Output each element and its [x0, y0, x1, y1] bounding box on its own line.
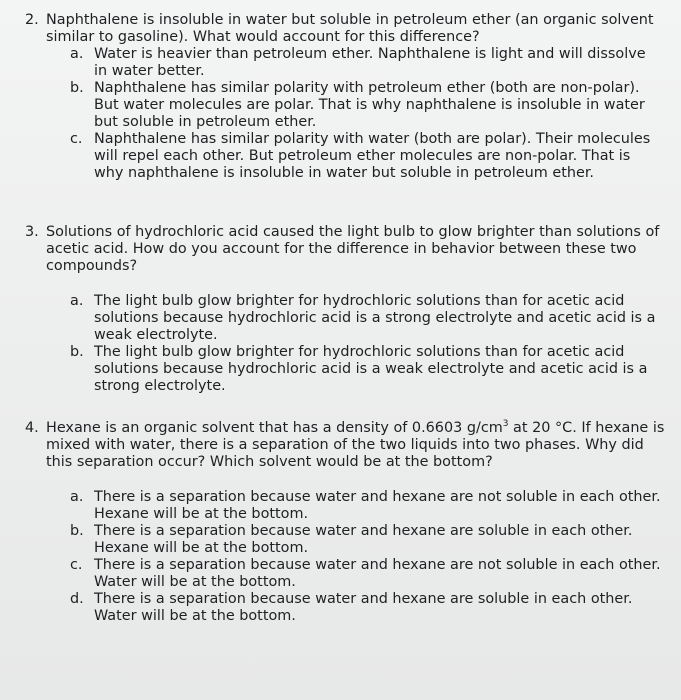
option-letter: b. — [70, 344, 84, 360]
option-text: The light bulb glow brighter for hydrochloric solutions than for acetic acid solutions because hydrochloric acid is a strong electrolyte and acetic acid is a weak electrolyte. — [94, 293, 656, 343]
question-number: 2. — [25, 12, 39, 28]
question-text: Naphthalene is insoluble in water but soluble in petroleum ether (an organic solvent similar to gasoline). What would account for this difference? — [46, 12, 654, 45]
question-4 — [0, 420, 681, 625]
question-number: 4. — [25, 420, 39, 436]
option-a — [70, 293, 681, 344]
option-text: Naphthalene has similar polarity with petroleum ether (both are non-polar). But water molecules are polar. That is why naphthalene is insoluble in water but soluble in petroleum ether. — [94, 80, 645, 130]
option-a — [70, 46, 681, 80]
option-b — [70, 80, 681, 131]
option-text: Naphthalene has similar polarity with water (both are polar). Their molecules will repel each other. But petroleum ether molecules are non-polar. That is why naphthalene is insoluble in water but soluble in petroleum ether. — [94, 131, 651, 181]
option-text: Water is heavier than petroleum ether. Naphthalene is light and will dissolve in water better. — [94, 46, 646, 79]
option-text: There is a separation because water and hexane are not soluble in each other. Hexane will be at the bottom. — [94, 489, 661, 522]
option-d — [70, 591, 681, 625]
option-text: There is a separation because water and hexane are soluble in each other. Water will be at the bottom. — [94, 591, 633, 624]
option-letter: a. — [70, 46, 84, 62]
question-number: 3. — [25, 224, 39, 240]
question-3 — [0, 224, 681, 395]
option-letter: b. — [70, 80, 84, 96]
option-b — [70, 523, 681, 557]
question-text: Hexane is an organic solvent that has a density of 0.6603 $g/cm^3$ at 20 °C. If hexane is mixed with water, there is a separation of the two liquids into two phases. Why did this separation occur? Which solvent would be at the bottom? — [46, 419, 665, 470]
option-text: The light bulb glow brighter for hydrochloric solutions than for acetic acid solutions because hydrochloric acid is a weak electrolyte and acetic acid is a strong electrolyte. — [94, 344, 648, 394]
question-2 — [0, 12, 681, 182]
option-letter: c. — [70, 131, 83, 147]
option-text: There is a separation because water and hexane are soluble in each other. Hexane will be at the bottom. — [94, 523, 633, 556]
option-c — [70, 557, 681, 591]
question-text: Solutions of hydrochloric acid caused the light bulb to glow brighter than solutions of acetic acid. How do you account for the difference in behavior between these two compounds? — [46, 224, 660, 274]
option-letter: a. — [70, 489, 84, 505]
option-a — [70, 489, 681, 523]
option-b — [70, 344, 681, 395]
option-c — [70, 131, 681, 182]
option-letter: c. — [70, 557, 83, 573]
option-letter: b. — [70, 523, 84, 539]
option-letter: d. — [70, 591, 84, 607]
option-letter: a. — [70, 293, 84, 309]
option-text: There is a separation because water and hexane are not soluble in each other. Water will be at the bottom. — [94, 557, 661, 590]
